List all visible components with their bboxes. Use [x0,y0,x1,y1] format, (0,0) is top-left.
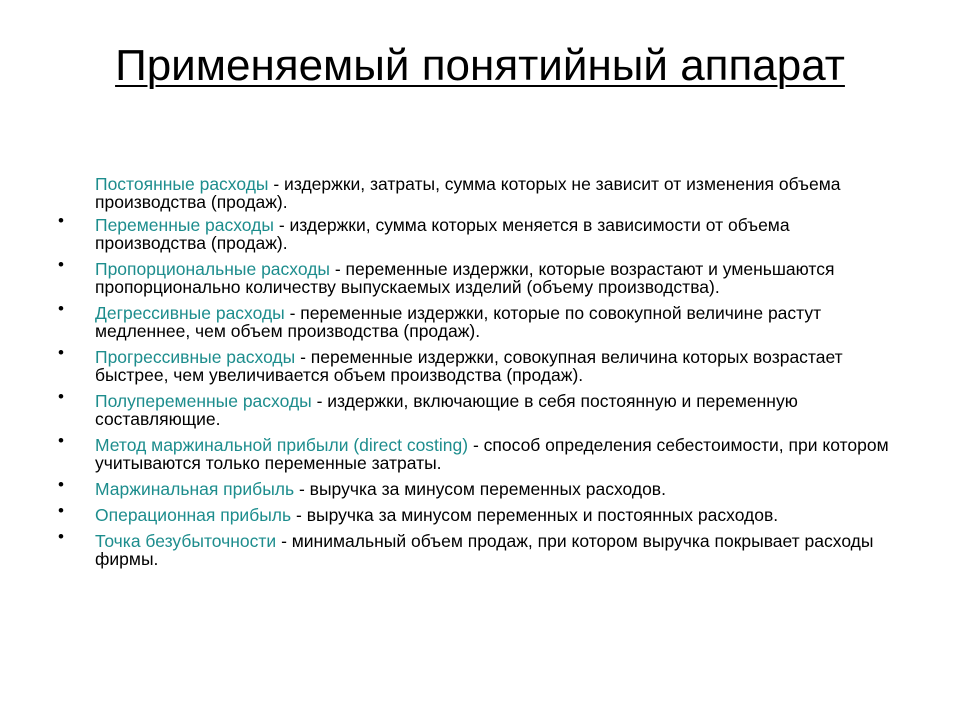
term-label: Пропорциональные расходы [95,259,330,279]
term-label: Операционная прибыль [95,505,292,525]
definition-list [58,174,895,576]
definition-text: - переменные издержки, которые по совокупной величине растут медленнее, чем объем производства (продаж). [95,303,822,341]
definition-text: - минимальный объем продаж, при котором выручка покрывает расходы фирмы. [95,531,874,569]
bullet-icon: • [58,255,64,274]
bullet-icon: • [58,431,64,450]
term-label: Точка безубыточности [95,531,277,551]
bullet-icon: • [58,501,64,520]
term-label: Полупеременные расходы [95,391,312,411]
bullet-icon: • [58,211,64,230]
definition-text: - издержки, сумма которых меняется в зависимости от объема производства (продаж). [95,215,790,253]
term-label: Переменные расходы [95,215,274,235]
definition-text: - выручка за минусом переменных и постоянных расходов. [291,505,779,525]
bullet-icon: • [58,475,64,494]
definition-text: - переменные издержки, совокупная величина которых возрастает быстрее, чем увеличивается объем производства (продаж). [95,347,843,385]
list-item-break-even-point [58,527,895,569]
list-item-marginal-profit [58,475,895,499]
definition-text: - переменные издержки, которые возрастают и уменьшаются пропорционально количеству выпускаемых изделий (объему производства). [95,259,835,297]
term-label: Метод маржинальной прибыли (direct costing) [95,435,469,455]
term-label: Дегрессивные расходы [95,303,285,323]
term-label: Постоянные расходы [95,174,269,194]
definition-text: - издержки, включающие в себя постоянную и переменную составляющие. [95,391,798,429]
term-label: Прогрессивные расходы [95,347,296,367]
bullet-icon: • [58,343,64,362]
bullet-icon: • [58,387,64,406]
list-item-semi-variable-costs [58,387,895,429]
bullet-icon: • [58,299,64,318]
list-item-variable-costs [58,211,895,253]
list-item-proportional-costs [58,255,895,297]
bullet-icon: • [58,527,64,546]
list-item-direct-costing [58,431,895,473]
definition-text: - издержки, затраты, сумма которых не зависит от изменения объема производства (продаж). [95,174,841,212]
list-item-fixed-costs [95,175,895,211]
list-item-progressive-costs [58,343,895,385]
term-label: Маржинальная прибыль [95,479,295,499]
slide-title: Применяемый понятийный аппарат [115,41,845,90]
list-item-degressive-costs [58,299,895,341]
list-item-operating-profit [58,501,895,525]
definition-text: - выручка за минусом переменных расходов. [294,479,666,499]
definition-text: - способ определения себестоимости, при котором учитываются только переменные затраты. [95,435,889,473]
